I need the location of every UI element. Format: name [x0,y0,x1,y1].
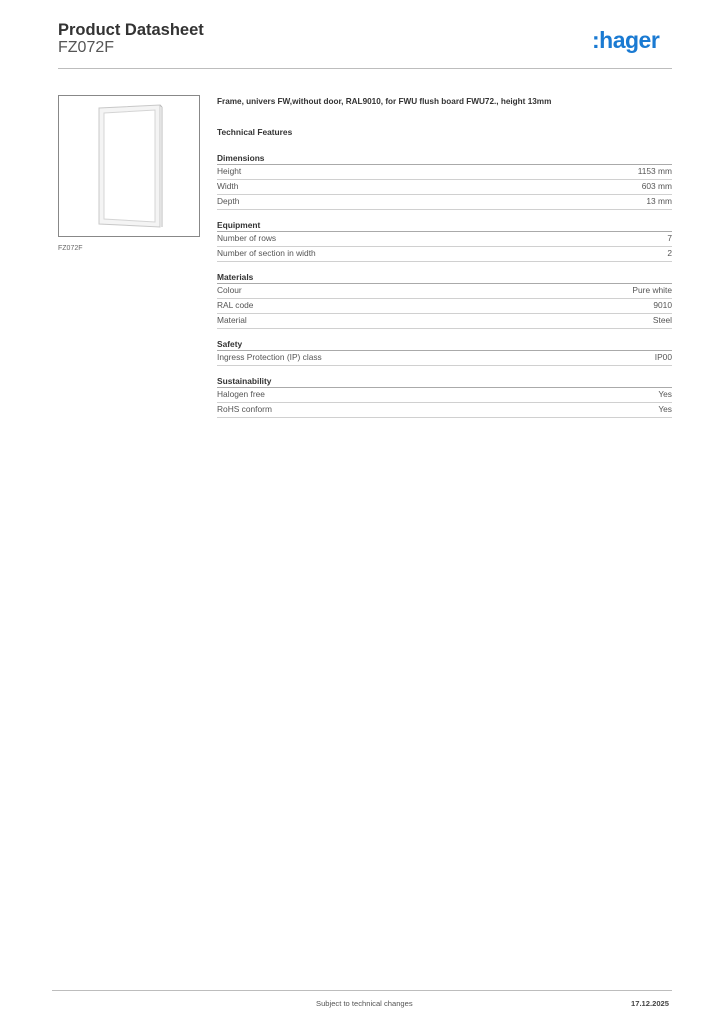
spec-row [217,165,672,180]
spec-row [217,247,672,262]
hager-logo: :hager [592,27,660,53]
feature-section [217,339,672,366]
footer-divider [52,990,672,991]
image-caption: FZ072F [58,245,83,252]
spec-value: IP00 [654,352,672,362]
section-title: Dimensions [217,153,672,165]
spec-value: Yes [658,404,672,414]
spec-row [217,195,672,210]
feature-section [217,272,672,329]
spec-row [217,180,672,195]
spec-value: 9010 [653,300,672,310]
section-title: Equipment [217,220,672,232]
spec-row [217,284,672,299]
spec-label: Ingress Protection (IP) class [217,352,322,362]
spec-value: 1153 mm [637,166,672,176]
header-divider [58,68,672,69]
product-code: FZ072F [58,39,115,56]
spec-label: Depth [217,196,240,206]
spec-label: RoHS conform [217,404,272,414]
spec-label: Material [217,315,247,325]
page-title: Product Datasheet [58,21,204,39]
spec-value: 2 [667,248,672,258]
spec-value: Pure white [632,285,672,295]
section-title: Safety [217,339,672,351]
feature-section [217,376,672,418]
feature-sections [217,153,672,418]
spec-label: Number of rows [217,233,277,243]
spec-label: Number of section in width [217,248,316,258]
spec-row [217,299,672,314]
spec-row [217,388,672,403]
feature-section [217,153,672,210]
spec-label: Height [217,166,242,176]
product-description: Frame, univers FW,without door, RAL9010, for FWU flush board FWU72., height 13mm [217,97,552,106]
frame-image-icon [59,96,199,236]
technical-features-heading: Technical Features [217,127,293,137]
spec-value: 13 mm [646,196,672,206]
footer-note: Subject to technical changes [316,999,413,1008]
product-image [58,95,200,237]
spec-value: 603 mm [641,181,672,191]
spec-row [217,314,672,329]
spec-label: Halogen free [217,389,265,399]
section-title: Materials [217,272,672,284]
datasheet-content [217,96,672,418]
feature-section [217,220,672,262]
spec-value: 7 [667,233,672,243]
spec-label: RAL code [217,300,254,310]
footer-date: 17.12.2025 [631,999,670,1008]
section-title: Sustainability [217,376,672,388]
spec-value: Yes [658,389,672,399]
spec-row [217,351,672,366]
spec-label: Width [217,181,239,191]
spec-row [217,403,672,418]
spec-row [217,232,672,247]
spec-label: Colour [217,285,242,295]
spec-value: Steel [652,315,672,325]
